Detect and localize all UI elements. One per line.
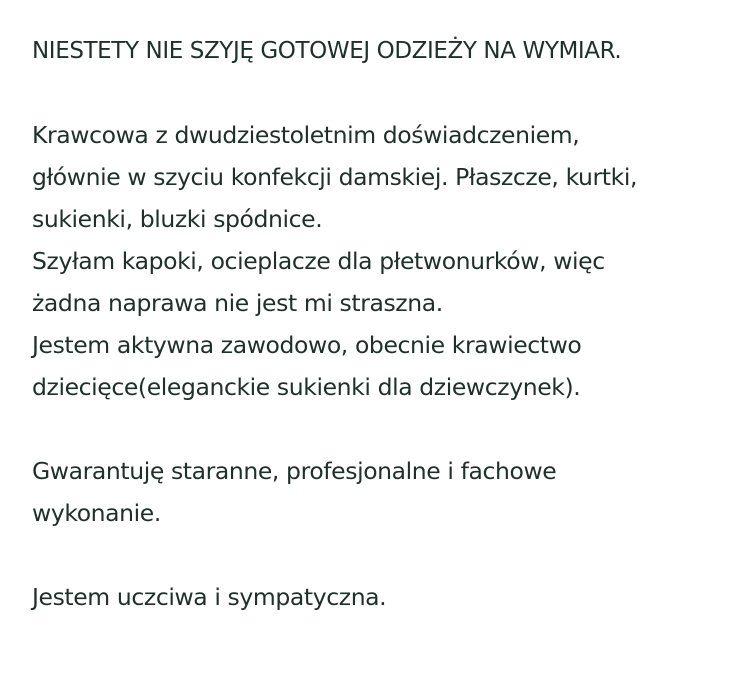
spacer	[32, 534, 732, 576]
description-line: dziecięce(eleganckie sukienki dla dziewczynek).	[32, 373, 581, 401]
description-line: sukienki, bluzki spódnice.	[32, 205, 323, 233]
closing-line: Jestem uczciwa i sympatyczna.	[32, 583, 387, 611]
description-line: żadna naprawa nie jest mi straszna.	[32, 289, 443, 317]
description-line: Jestem aktywna zawodowo, obecnie krawiectwo	[32, 331, 582, 359]
guarantee-line: wykonanie.	[32, 499, 161, 527]
spacer	[32, 72, 732, 114]
description-line: Krawcowa z dwudziestoletnim doświadczeniem,	[32, 121, 580, 149]
description-line: głównie w szyciu konfekcji damskiej. Płaszcze, kurtki,	[32, 163, 638, 191]
spacer	[32, 408, 732, 450]
guarantee-line: Gwarantuję staranne, profesjonalne i fachowe	[32, 457, 557, 485]
description-panel	[32, 30, 732, 618]
description-line: Szyłam kapoki, ocieplacze dla płetwonurków, więc	[32, 247, 605, 275]
notice-heading: NIESTETY NIE SZYJĘ GOTOWEJ ODZIEŻY NA WYMIAR.	[32, 38, 622, 64]
